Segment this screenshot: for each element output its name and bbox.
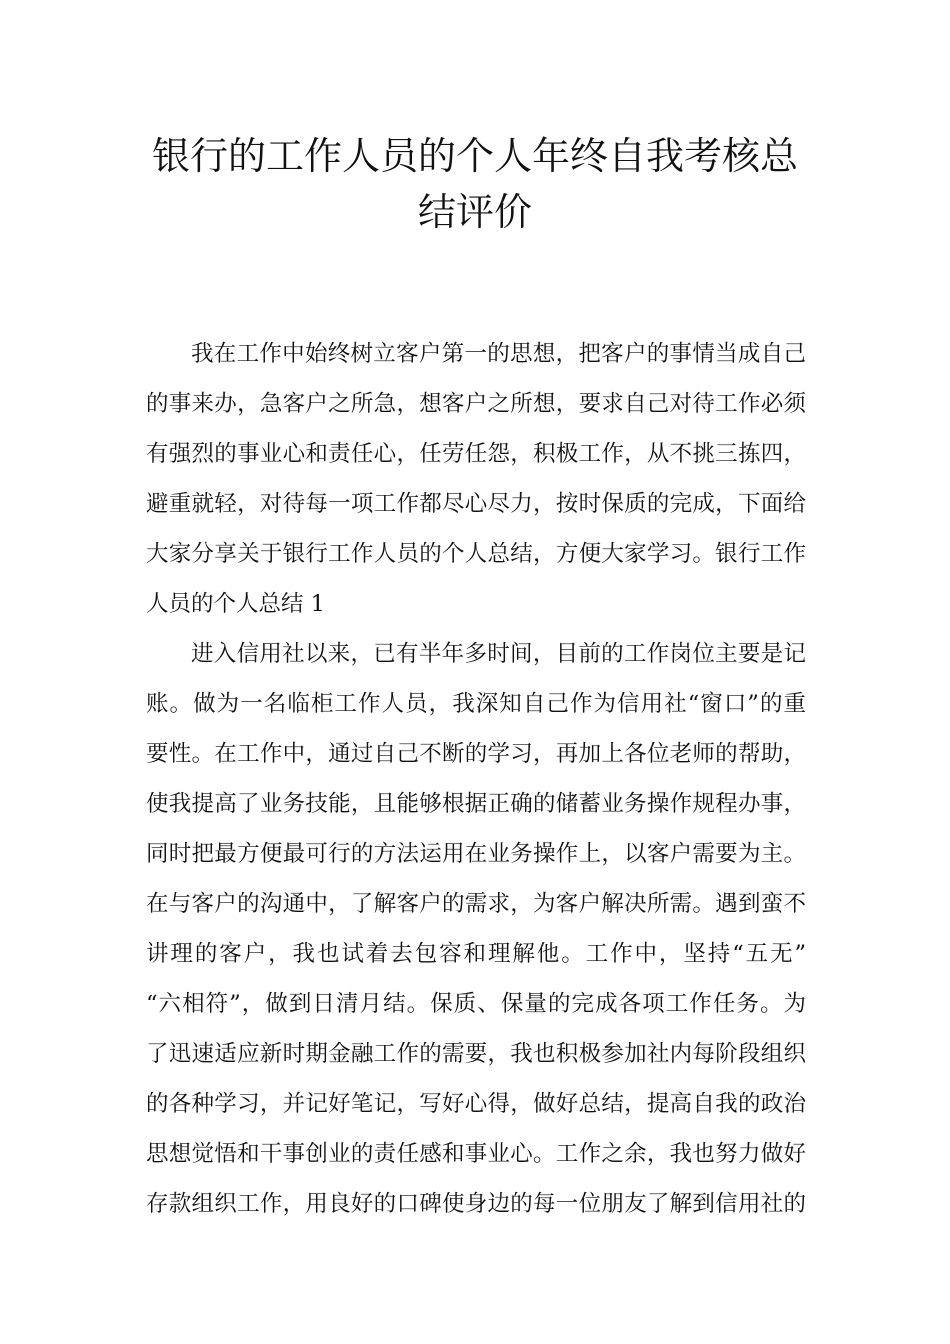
paragraph-2: [146, 629, 806, 1229]
paragraph-1: [146, 329, 806, 629]
document-title: [110, 128, 840, 240]
text-line: 在与客户的沟通中，了解客户的需求，为客户解决所需。遇到蛮不: [146, 891, 806, 917]
text-line: 的各种学习，并记好笔记，写好心得，做好总结，提高自我的政治: [146, 1091, 806, 1117]
text-line: 思想觉悟和干事创业的责任感和事业心。工作之余，我也努力做好: [146, 1141, 806, 1167]
text-line: 账。做为一名临柜工作人员，我深知自己作为信用社“窗口”的重: [146, 691, 806, 717]
text-line: 我在工作中始终树立客户第一的思想，把客户的事情当成自己: [191, 341, 806, 367]
text-line: 有强烈的事业心和责任心，任劳任怨，积极工作，从不挑三拣四，: [146, 441, 806, 467]
text-line: “六相符”，做到日清月结。保质、保量的完成各项工作任务。为: [146, 991, 806, 1017]
text-line: 了迅速适应新时期金融工作的需要，我也积极参加社内每阶段组织: [146, 1041, 806, 1067]
text-line: 进入信用社以来，已有半年多时间，目前的工作岗位主要是记: [191, 641, 806, 667]
text-line: 避重就轻，对待每一项工作都尽心尽力，按时保质的完成，下面给: [146, 491, 806, 517]
text-line: 人员的个人总结 1: [146, 591, 325, 617]
text-line: 使我提高了业务技能，且能够根据正确的储蓄业务操作规程办事，: [146, 791, 806, 817]
text-line: 同时把最方便最可行的方法运用在业务操作上，以客户需要为主。: [146, 841, 806, 867]
text-line: 讲理的客户，我也试着去包容和理解他。工作中，坚持“五无”: [146, 941, 806, 967]
text-line: 要性。在工作中，通过自己不断的学习，再加上各位老师的帮助，: [146, 741, 806, 767]
document-body: [146, 329, 806, 1229]
title-line-1: 银行的工作人员的个人年终自我考核总: [151, 134, 798, 178]
text-line: 大家分享关于银行工作人员的个人总结，方便大家学习。银行工作: [146, 541, 806, 567]
text-line: 的事来办，急客户之所急，想客户之所想，要求自己对待工作必须: [146, 391, 806, 417]
title-line-2: 结评价: [417, 190, 532, 234]
text-line: 存款组织工作，用良好的口碑使身边的每一位朋友了解到信用社的: [146, 1191, 806, 1217]
